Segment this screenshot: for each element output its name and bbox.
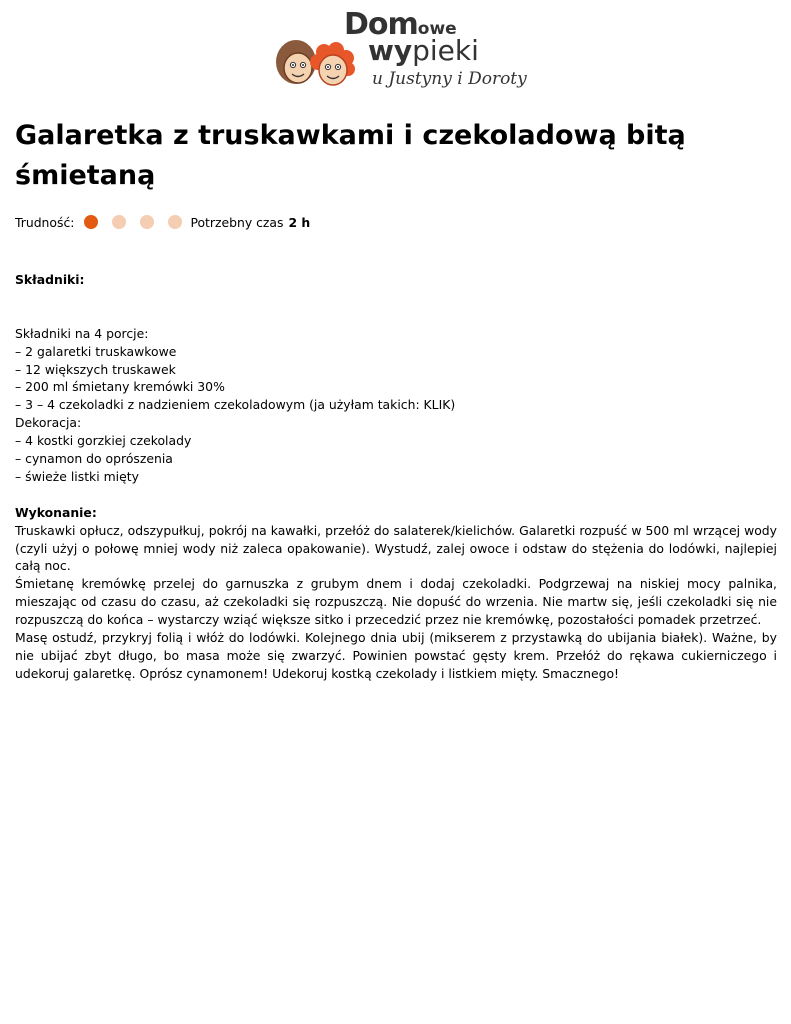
ingredients-intro: Składniki na 4 porcje: <box>15 325 149 341</box>
decoration-item: – świeże listki mięty <box>15 468 139 484</box>
decoration-heading: Dekoracja: <box>15 415 82 431</box>
ingredients-heading: Składniki: <box>15 272 85 287</box>
difficulty-label: Trudność: <box>15 214 75 230</box>
ingredient-item: – 3 – 4 czekoladki z nadzieniem czekoladowym (ja użyłam takich: KLIK) <box>15 397 456 413</box>
recipe-content <box>15 271 777 683</box>
logo-subtitle: wypieki <box>368 34 479 67</box>
recipe-title: Galaretka z truskawkami i czekoladową bitą śmietaną <box>15 120 686 191</box>
method-heading: Wykonanie: <box>15 504 97 520</box>
difficulty-dot-empty-icon <box>168 215 182 229</box>
recipe-meta <box>15 212 310 232</box>
ingredient-item: – 200 ml śmietany kremówki 30% <box>15 379 225 395</box>
difficulty-dot-empty-icon <box>140 215 154 229</box>
method-step: Masę ostudź, przykryj folią i włóż do lodówki. Kolejnego dnia ubij (mikserem z przystawką do ubijania białek). Ważne, by nie ubijać zbyt długo, bo masa może się zwarzyć. Powinien powstać gęsty krem. Przełóż do rękawa cukierniczego i udekoruj galaretkę. Oprósz cynamonem! Udekoruj kostką czekolady i listkiem mięty. Smacznego! <box>15 630 777 681</box>
method-step: Śmietanę kremówkę przelej do garnuszka z grubym dnem i dodaj czekoladki. Podgrzewaj na niskiej mocy palnika, mieszając od czasu do czasu, aż czekoladki się rozpuszczą. Nie dopuść do wrzenia. Nie martw się, jeśli czekoladki się nie rozpuszczą do końca – wystarczy wziąć większe sitko i przecedzić przez nie kremówkę, pozostałości pomadek przetrzeć. <box>15 576 777 628</box>
decoration-item: – cynamon do oprószenia <box>15 451 173 467</box>
site-logo[interactable] <box>260 6 527 98</box>
difficulty-rating <box>84 215 184 229</box>
time-label: Potrzebny czas <box>190 214 284 230</box>
time-value: 2 h <box>288 214 311 230</box>
logo-tagline: u Justyny i Doroty <box>372 69 527 89</box>
decoration-item: – 4 kostki gorzkiej czekolady <box>15 433 192 449</box>
logo-title: Domowe <box>344 7 457 42</box>
ingredient-item: – 2 galaretki truskawkowe <box>15 343 177 359</box>
method-step: Truskawki opłucz, odszypułkuj, pokrój na kawałki, przełóż do salaterek/kielichów. Galaretki rozpuść w 500 ml wrzącej wody (czyli użyj o połowę mniej wody niż zaleca opakowanie). Wystudź, zalej owoce i odstaw do stężenia do lodówki, najlepiej całą noc. <box>15 522 777 574</box>
ingredient-item: – 12 większych truskawek <box>15 361 176 377</box>
difficulty-dot-empty-icon <box>112 215 126 229</box>
difficulty-dot-filled-icon <box>84 215 98 229</box>
